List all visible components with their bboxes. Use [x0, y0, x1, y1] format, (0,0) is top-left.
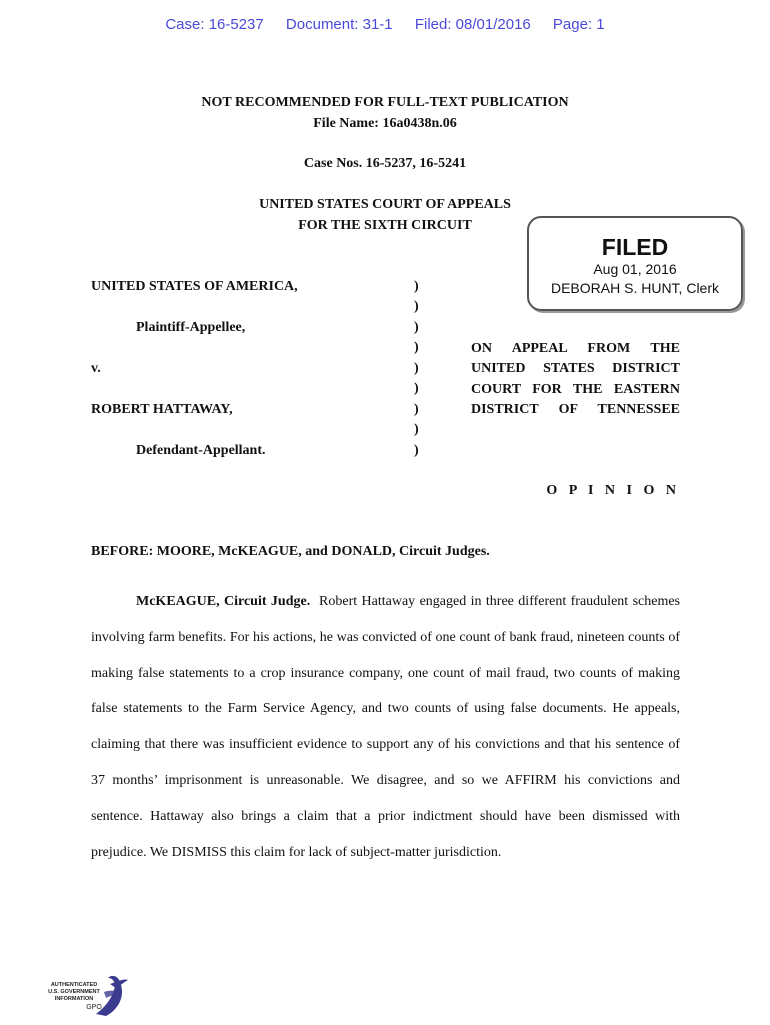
case-header: [0, 16, 770, 33]
defendant-role: Defendant-Appellant.: [136, 443, 266, 458]
paren: ): [414, 279, 419, 294]
document-number: Document: 31-1: [285, 16, 393, 33]
logo-line-3: INFORMATION: [54, 996, 94, 1002]
filed-stamp: [527, 216, 743, 311]
panel-judges: BEFORE: MOORE, McKEAGUE, and DONALD, Circuit Judges.: [91, 544, 490, 559]
opinion-text: Robert Hattaway engaged in three different fraudulent schemes involving farm benefits. For his actions, he was convicted of one count of bank fraud, nineteen counts of making false statements to a crop insurance company, one count of mail fraud, two counts of making false statements to the Farm Service Agency, and two counts of using false documents. He appeals, claiming that there was insufficient evidence to support any of his convictions and that his sentence of 37 months’ imprisonment is unreasonable. We disagree, and so we AFFIRM his convictions and sentence. Hattaway also brings a claim that a prior indictment should have been dismissed with prejudice. We DISMISS this claim for lack of subject-matter jurisdiction.: [91, 594, 681, 860]
filed-date: Filed: 08/01/2016: [414, 16, 531, 33]
file-name: File Name: 16a0438n.06: [313, 116, 457, 131]
logo-line-4: GPO: [86, 1004, 102, 1011]
publication-notice: NOT RECOMMENDED FOR FULL-TEXT PUBLICATION: [201, 95, 569, 110]
paren: ): [414, 299, 419, 314]
court-circuit: FOR THE SIXTH CIRCUIT: [298, 218, 472, 233]
opinion-paragraph: [91, 584, 680, 870]
page-number: Page: 1: [552, 16, 605, 33]
logo-line-2: U.S. GOVERNMENT: [48, 989, 100, 995]
paren: ): [414, 340, 419, 355]
paren: ): [414, 320, 419, 335]
stamp-clerk: DEBORAH S. HUNT, Clerk: [550, 280, 720, 296]
paren: ): [414, 381, 419, 396]
plaintiff-name: UNITED STATES OF AMERICA,: [91, 279, 298, 294]
opinion-author: McKEAGUE, Circuit Judge.: [136, 594, 311, 609]
opinion-heading: O P I N I O N: [546, 483, 680, 498]
case-number: Case: 16-5237: [165, 16, 264, 33]
paren: ): [414, 443, 419, 458]
stamp-title: FILED: [601, 234, 669, 260]
logo-line-1: AUTHENTICATED: [50, 982, 98, 988]
defendant-name: ROBERT HATTAWAY,: [91, 402, 233, 417]
plaintiff-role: Plaintiff-Appellee,: [136, 320, 246, 335]
gpo-eagle-icon: [44, 972, 134, 1020]
paren: ): [414, 361, 419, 376]
paren: ): [414, 422, 419, 437]
case-numbers: Case Nos. 16-5237, 16-5241: [303, 156, 467, 171]
paren: ): [414, 402, 419, 417]
gpo-authenticated-logo: [44, 972, 134, 1020]
court-name: UNITED STATES COURT OF APPEALS: [259, 197, 511, 212]
versus: v.: [91, 361, 101, 376]
stamp-date: Aug 01, 2016: [593, 261, 677, 277]
appeal-from: ON APPEAL FROM THE UNITED STATES DISTRICT COURT FOR THE EASTERN DISTRICT OF TENNESSEE: [471, 341, 680, 418]
